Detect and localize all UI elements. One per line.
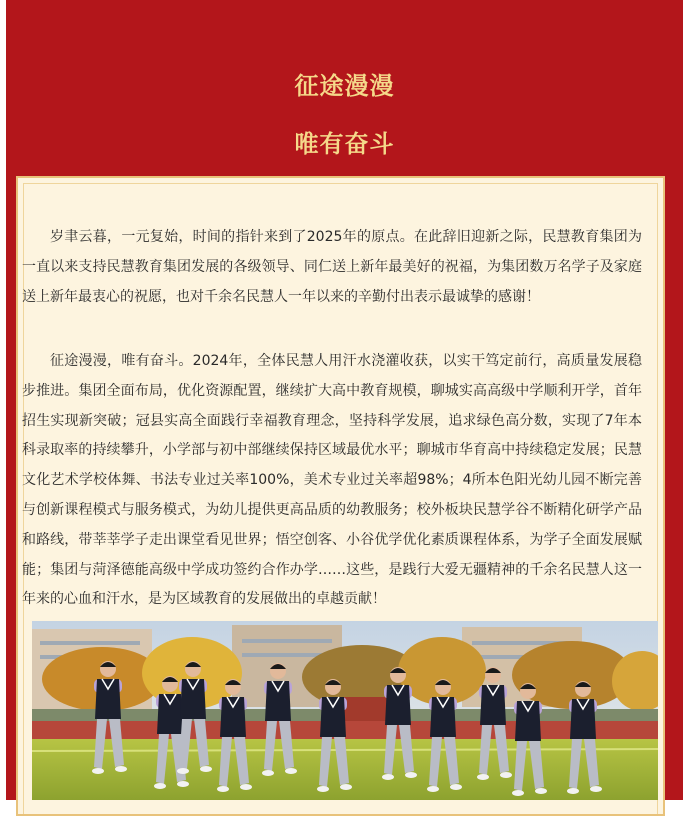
paragraph-new-year-greeting: 岁聿云暮，一元复始，时间的指针来到了2025年的原点。在此辞旧迎新之际，民慧教育集团为一直以来支持民慧教育集团发展的各级领导、同仁送上新年最美好的祝福，为集团数万名学子及家庭送上新年最衷心的祝愿，也对千余名民慧人一年以来的辛勤付出表示最诚挚的感谢！ (22, 229, 642, 305)
title-line-1: 征途漫漫 (294, 72, 395, 100)
students-running-photo (32, 621, 658, 800)
title-line-2: 唯有奋斗 (294, 130, 395, 158)
paragraph-2024-review: 征途漫漫，唯有奋斗。2024年，全体民慧人用汗水浇灌收获，以实干笃定前行，高质量发展稳步推进。集团全面布局，优化资源配置，继续扩大高中教育规模，聊城实高高级中学顺利开学，首年招生实现新突破；冠县实高全面践行幸福教育理念，坚持科学发展，追求绿色高分数，实现了7年本科录取率的持续攀升，小学部与初中部继续保持区域最优水平；聊城市华育高中持续稳定发展；民慧文化艺术学校体舞、书法专业过关率100%，美术专业过关率超98%；4所本色阳光幼儿园不断完善与创新课程模式与服务模式，为幼儿提供更高品质的幼教服务；校外板块民慧学谷不断精化研学产品和路线，带莘莘学子走出课堂看见世界；悟空创客、小谷优学优化素质课程体系，为学子全面发展赋能；集团与菏泽德能高级中学成功签约合作办学……这些，是践行大爱无疆精神的千余名民慧人这一年来的心血和汗水，是为区域教育的发展做出的卓越贡献！ (22, 353, 642, 608)
photo-illustration (32, 621, 658, 800)
